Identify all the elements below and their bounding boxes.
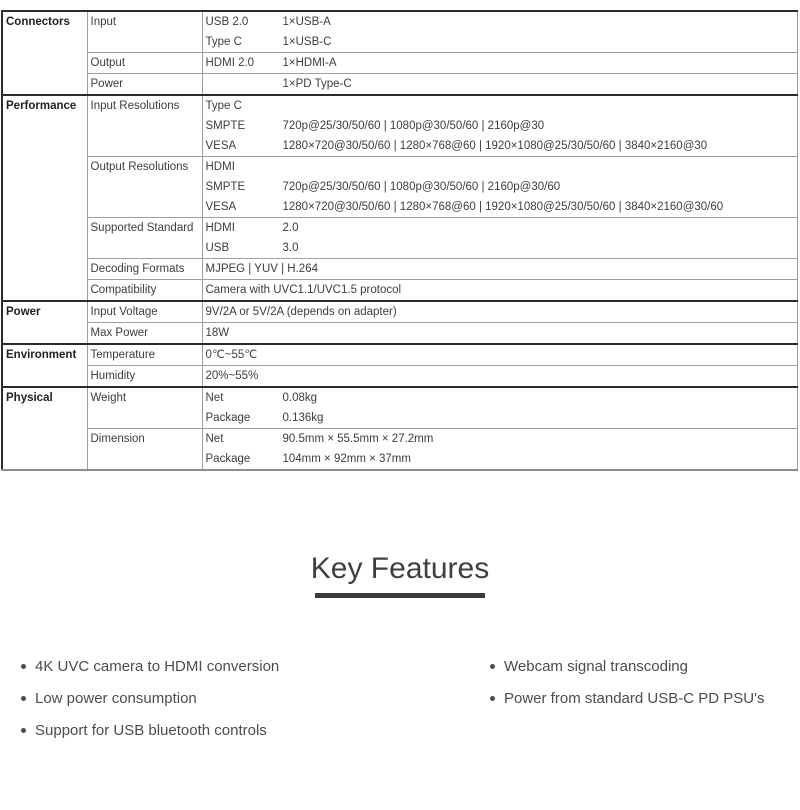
list-item (490, 688, 800, 708)
table-row (2, 74, 798, 96)
spec-label-cell: Temperature (87, 344, 202, 366)
table-row (2, 344, 798, 366)
spec-key: HDMI (205, 222, 235, 234)
spec-key: Package (205, 453, 251, 465)
spec-label-cell: Max Power (87, 323, 202, 345)
spec-value: Camera with UVC1.1/UVC1.5 protocol (205, 284, 402, 296)
spec-value: 0℃~55℃ (205, 349, 258, 361)
spec-label-cell: Compatibility (87, 280, 202, 302)
spec-value-cell (202, 74, 798, 96)
features-column-left (21, 656, 490, 752)
table-row (2, 429, 798, 471)
spec-value: 20%~55% (205, 370, 259, 382)
spec-value: MJPEG | YUV | H.264 (205, 263, 318, 275)
feature-text: Low power consumption (35, 689, 197, 707)
bullet-icon (490, 696, 495, 701)
bullet-icon (490, 664, 495, 669)
spec-key: HDMI 2.0 (205, 57, 255, 69)
spec-value-cell (202, 53, 798, 74)
category-cell: Connectors (2, 11, 87, 95)
spec-value: 1280×720@30/50/60 | 1280×768@60 | 1920×1080@25/30/50/60 | 3840×2160@30 (282, 140, 708, 152)
spec-value-cell (202, 323, 798, 345)
list-item (21, 656, 490, 676)
spec-value: 9V/2A or 5V/2A (depends on adapter) (205, 306, 397, 318)
spec-value: 1×PD Type-C (282, 78, 352, 90)
table-row (2, 301, 798, 323)
spec-value: 0.136kg (282, 412, 324, 424)
table-row (2, 280, 798, 302)
spec-key: Package (205, 412, 251, 424)
spec-label-cell: Humidity (87, 366, 202, 388)
section-title: Key Features (310, 552, 490, 585)
spec-value-cell (202, 259, 798, 280)
spec-key: Type C (205, 100, 242, 112)
spec-value: 18W (205, 327, 230, 339)
spec-label-cell: Output Resolutions (87, 157, 202, 218)
key-features-section (0, 551, 800, 752)
spec-label-cell: Decoding Formats (87, 259, 202, 280)
spec-key: SMPTE (205, 120, 246, 132)
spec-label-cell: Input Resolutions (87, 95, 202, 157)
spec-value-cell (202, 280, 798, 302)
spec-value: 720p@25/30/50/60 | 1080p@30/50/60 | 2160p@30/60 (282, 181, 561, 193)
feature-text: 4K UVC camera to HDMI conversion (35, 657, 280, 675)
spec-value: 90.5mm × 55.5mm × 27.2mm (282, 433, 434, 445)
spec-value: 104mm × 92mm × 37mm (282, 453, 411, 465)
table-row (2, 53, 798, 74)
bullet-icon (21, 664, 26, 669)
spec-label-cell: Power (87, 74, 202, 96)
spec-value-cell (202, 95, 798, 157)
bullet-icon (21, 696, 26, 701)
spec-label-cell: Output (87, 53, 202, 74)
table-row (2, 218, 798, 259)
table-row (2, 323, 798, 345)
table-row (2, 95, 798, 157)
list-item (490, 656, 800, 676)
spec-value-cell (202, 387, 798, 429)
spec-key: SMPTE (205, 181, 246, 193)
spec-value-cell (202, 429, 798, 471)
list-item (21, 688, 490, 708)
feature-text: Power from standard USB-C PD PSU's (504, 689, 765, 707)
spec-value: 1280×720@30/50/60 | 1280×768@60 | 1920×1080@25/30/50/60 | 3840×2160@30/60 (282, 201, 724, 213)
spec-value: 0.08kg (282, 392, 318, 404)
spec-key: Type C (205, 36, 242, 48)
spec-key: VESA (205, 201, 237, 213)
spec-key: USB 2.0 (205, 16, 249, 28)
spec-label-cell: Weight (87, 387, 202, 429)
table-row (2, 366, 798, 388)
spec-value: 1×HDMI-A (282, 57, 337, 69)
spec-value-cell (202, 218, 798, 259)
spec-value: 1×USB-A (282, 16, 331, 28)
table-row (2, 157, 798, 218)
spec-key: VESA (205, 140, 237, 152)
features-column-right (490, 656, 800, 752)
category-cell: Performance (2, 95, 87, 301)
spec-label-cell: Input (87, 11, 202, 53)
spec-value-cell (202, 301, 798, 323)
list-item (21, 720, 490, 740)
spec-value-cell (202, 344, 798, 366)
spec-table (1, 10, 798, 471)
table-row (2, 387, 798, 429)
category-cell: Power (2, 301, 87, 344)
spec-label-cell: Supported Standard (87, 218, 202, 259)
spec-value: 720p@25/30/50/60 | 1080p@30/50/60 | 2160p@30 (282, 120, 545, 132)
feature-text: Support for USB bluetooth controls (35, 721, 267, 739)
features-list (0, 656, 800, 752)
spec-value: 3.0 (282, 242, 299, 254)
spec-key: Net (205, 433, 224, 445)
spec-key: USB (205, 242, 230, 254)
spec-value-cell (202, 366, 798, 388)
table-row (2, 11, 798, 53)
spec-value-cell (202, 157, 798, 218)
spec-label-cell: Dimension (87, 429, 202, 471)
spec-value: 1×USB-C (282, 36, 332, 48)
spec-value-cell (202, 11, 798, 53)
feature-text: Webcam signal transcoding (504, 657, 688, 675)
spec-key: HDMI (205, 161, 235, 173)
spec-key: Net (205, 392, 224, 404)
spec-label-cell: Input Voltage (87, 301, 202, 323)
category-cell: Environment (2, 344, 87, 387)
table-row (2, 259, 798, 280)
bullet-icon (21, 728, 26, 733)
title-underline (315, 593, 485, 598)
category-cell: Physical (2, 387, 87, 470)
spec-value: 2.0 (282, 222, 299, 234)
